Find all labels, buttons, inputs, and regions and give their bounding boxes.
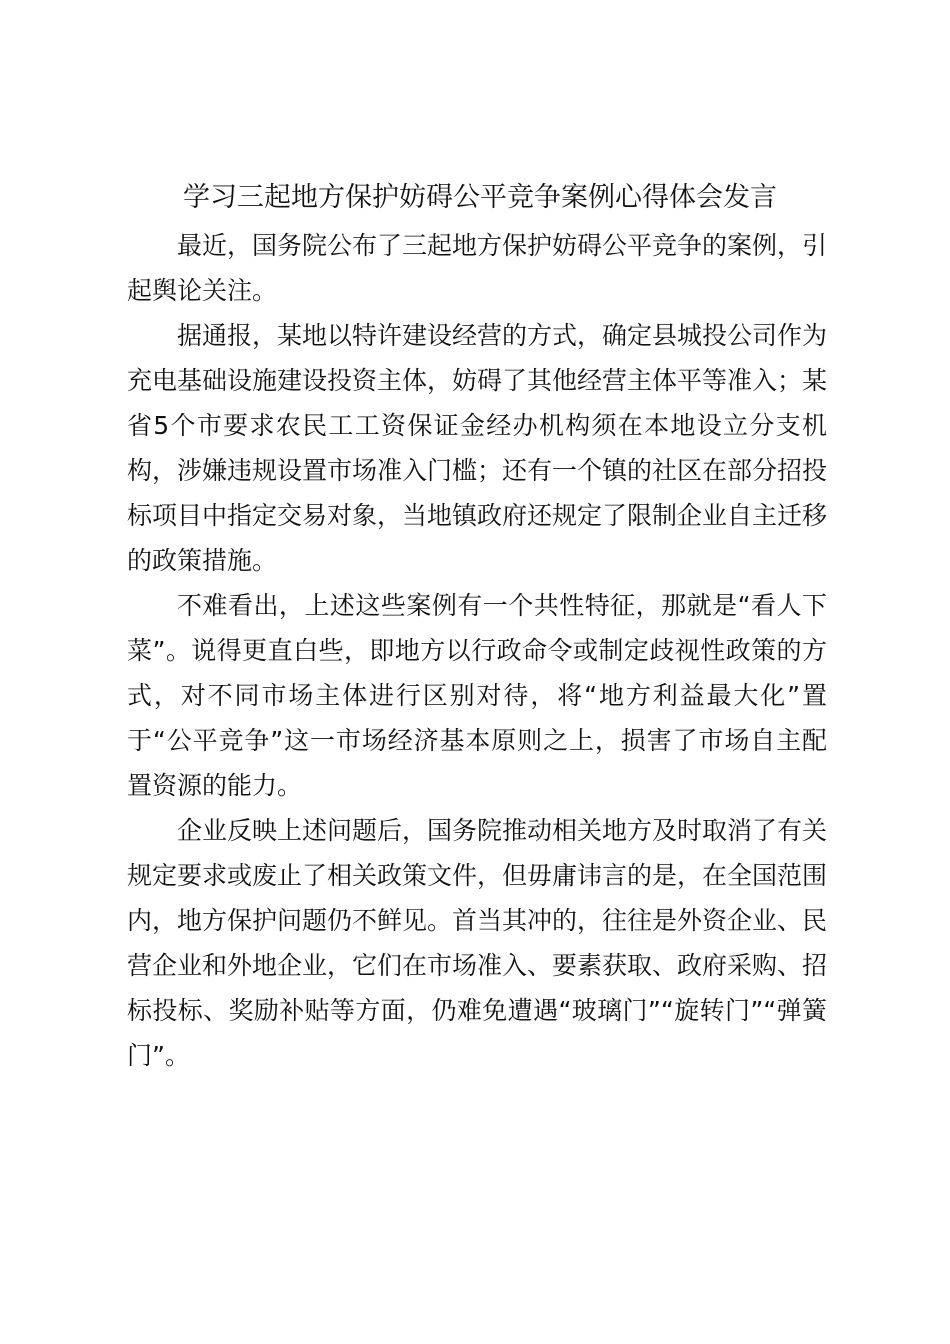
paragraph-1: 最近，国务院公布了三起地方保护妨碍公平竞争的案例，引起舆论关注。 [127, 231, 828, 305]
document-body [127, 223, 827, 1078]
paragraph-4: 企业反映上述问题后，国务院推动相关地方及时取消了有关规定要求或废止了相关政策文件，但毋庸讳言的是，在全国范围内，地方保护问题仍不鲜见。首当其冲的，往往是外资企业、民营企业和外地企业，它们在市场准入、要素获取、政府采购、招标投标、奖励补贴等方面，仍难免遭遇“玻璃门”“旋转门”“弹簧门”。 [127, 816, 828, 1070]
paragraph-2: 据通报，某地以特许建设经营的方式，确定县城投公司作为充电基础设施建设投资主体，妨碍了其他经营主体平等准入；某省5个市要求农民工工资保证金经办机构须在本地设立分支机构，涉嫌违规设置市场准入门槛；还有一个镇的社区在部分招投标项目中指定交易对象，当地镇政府还规定了限制企业自主迁移的政策措施。 [127, 321, 828, 575]
document-title: 学习三起地方保护妨碍公平竞争案例心得体会发言 [183, 182, 777, 213]
paragraph-3: 不难看出，上述这些案例有一个共性特征，那就是“看人下菜”。说得更直白些，即地方以行政命令或制定歧视性政策的方式，对不同市场主体进行区别对待，将“地方利益最大化”置于“公平竞争”这一市场经济基本原则之上，损害了市场自主配置资源的能力。 [127, 591, 827, 800]
